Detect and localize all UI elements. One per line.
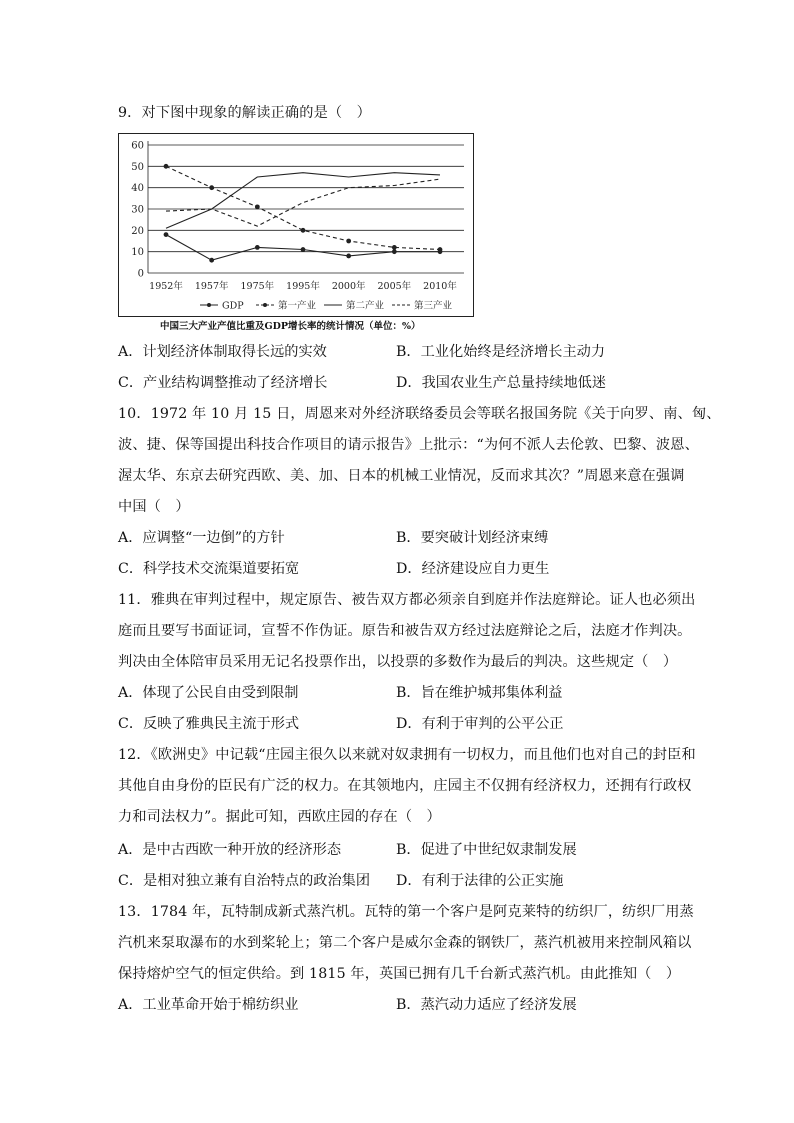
q9-option-a[interactable]: A．计划经济体制取得长远的实效 <box>118 344 327 360</box>
question-13-line-3: 保持熔炉空气的恒定供给。到 1815 年，英国已拥有几千台新式蒸汽机。由此推知（ ） <box>118 966 681 982</box>
ytick-label-30: 30 <box>131 204 144 216</box>
series-line-1 <box>166 166 440 249</box>
ytick-label-20: 20 <box>131 225 144 237</box>
legend-label-1: 第一产业 <box>278 300 317 312</box>
series-1-point-5 <box>392 245 397 250</box>
question-13-line-1: 13．1784 年，瓦特制成新式蒸汽机。瓦特的第一个客户是阿克莱特的纺织厂，纺织厂用蒸 <box>118 904 694 920</box>
series-1-point-2 <box>255 204 260 209</box>
ytick-label-10: 10 <box>131 247 144 259</box>
series-0-point-4 <box>346 254 351 259</box>
series-1-point-4 <box>346 239 351 244</box>
xtick-label-5: 2005年 <box>377 281 412 292</box>
xtick-label-3: 1995年 <box>286 281 320 292</box>
industry-chart <box>118 133 474 317</box>
question-12-line-1: 12．《欧洲史》中记载“庄园主很久以来就对奴隶拥有一切权力，而且他们也对自己的封臣和 <box>118 747 696 763</box>
series-0-point-0 <box>164 232 169 237</box>
xtick-label-4: 2000年 <box>331 281 366 292</box>
q10-option-d[interactable]: D．经济建设应自力更生 <box>396 561 550 577</box>
q11-option-b[interactable]: B．旨在维护城邦集体利益 <box>396 685 563 701</box>
question-12-line-2: 其他自由身份的臣民有广泛的权力。在其领地内，庄园主不仅拥有经济权力，还拥有行政权 <box>118 778 692 794</box>
legend-label-0: GDP <box>222 300 244 312</box>
question-10-line-4: 中国（ ） <box>118 499 190 515</box>
q12-option-b[interactable]: B．促进了中世纪奴隶制发展 <box>396 842 577 858</box>
ytick-label-50: 50 <box>131 161 144 173</box>
xtick-label-1: 1957年 <box>194 281 229 292</box>
series-1-point-6 <box>438 247 443 252</box>
question-13-line-2: 汽机来泵取瀑布的水到桨轮上；第二个客户是威尔金森的钢铁厂，蒸汽机被用来控制风箱以 <box>118 935 692 951</box>
xtick-label-6: 2010年 <box>423 281 457 292</box>
series-0-point-1 <box>209 258 214 263</box>
q10-option-b[interactable]: B．要突破计划经济束缚 <box>396 530 549 546</box>
question-10-line-2: 波、捷、保等国提出科技合作项目的请示报告》上批示：“为何不派人去伦敦、巴黎、波恩、 <box>118 437 699 453</box>
series-1-point-1 <box>209 185 214 190</box>
question-11-line-3: 判决由全体陪审员采用无记名投票作出，以投票的多数作为最后的判决。这些规定（ ） <box>118 654 678 670</box>
legend-label-2: 第二产业 <box>346 300 385 312</box>
q9-option-d[interactable]: D．我国农业生产总量持续地低迷 <box>396 375 607 391</box>
xtick-label-2: 1975年 <box>240 281 275 292</box>
q11-option-d[interactable]: D．有利于审判的公平公正 <box>396 716 564 732</box>
series-0-point-3 <box>301 247 306 252</box>
chart-svg <box>118 133 474 317</box>
q11-option-a[interactable]: A．体现了公民自由受到限制 <box>118 685 299 701</box>
q13-option-a[interactable]: A．工业革命开始于棉纺织业 <box>118 997 299 1013</box>
series-0-point-2 <box>255 245 260 250</box>
series-0-point-5 <box>392 249 397 254</box>
series-line-2 <box>166 173 440 229</box>
q10-option-c[interactable]: C．科学技术交流渠道要拓宽 <box>118 561 300 577</box>
q9-option-b[interactable]: B．工业化始终是经济增长主动力 <box>396 344 606 360</box>
series-1-point-0 <box>164 164 169 169</box>
q11-option-c[interactable]: C．反映了雅典民主流于形式 <box>118 716 300 732</box>
question-10-line-1: 10．1972 年 10 月 15 日，周恩来对外经济联络委员会等联名报国务院《关于向罗、南、匈、 <box>118 406 721 422</box>
legend-label-3: 第三产业 <box>414 300 453 312</box>
question-11-line-1: 11．雅典在审判过程中，规定原告、被告双方都必须亲自到庭并作法庭辩论。证人也必须出 <box>118 592 696 608</box>
question-10-line-3: 渥太华、东京去研究西欧、美、加、日本的机械工业情况，反而求其次？”周恩来意在强调 <box>118 468 685 484</box>
q13-option-b[interactable]: B．蒸汽动力适应了经济发展 <box>396 997 577 1013</box>
q9-option-c[interactable]: C．产业结构调整推动了经济增长 <box>118 375 328 391</box>
ytick-label-60: 60 <box>131 140 144 152</box>
legend-marker-0 <box>207 303 211 307</box>
ytick-label-40: 40 <box>131 183 144 195</box>
question-12-line-3: 力和司法权力”。据此可知，西欧庄园的存在（ ） <box>118 809 441 825</box>
ytick-label-0: 0 <box>137 268 144 280</box>
question-11-line-2: 庭而且要写书面证词，宣誓不作伪证。原告和被告双方经过法庭辩论之后，法庭才作判决。 <box>118 623 692 639</box>
q12-option-d[interactable]: D．有利于法律的公正实施 <box>396 873 564 889</box>
question-9-stem: 9．对下图中现象的解读正确的是（ ） <box>118 105 371 121</box>
chart-caption: 中国三大产业产值比重及GDP增长率的统计情况（单位：%） <box>160 321 421 332</box>
xtick-label-0: 1952年 <box>149 281 183 292</box>
legend-marker-1 <box>263 303 267 307</box>
q12-option-c[interactable]: C．是相对独立兼有自治特点的政治集团 <box>118 873 371 889</box>
series-1-point-3 <box>301 228 306 233</box>
q10-option-a[interactable]: A．应调整“一边倒”的方针 <box>118 530 285 546</box>
q12-option-a[interactable]: A．是中古西欧一种开放的经济形态 <box>118 842 342 858</box>
